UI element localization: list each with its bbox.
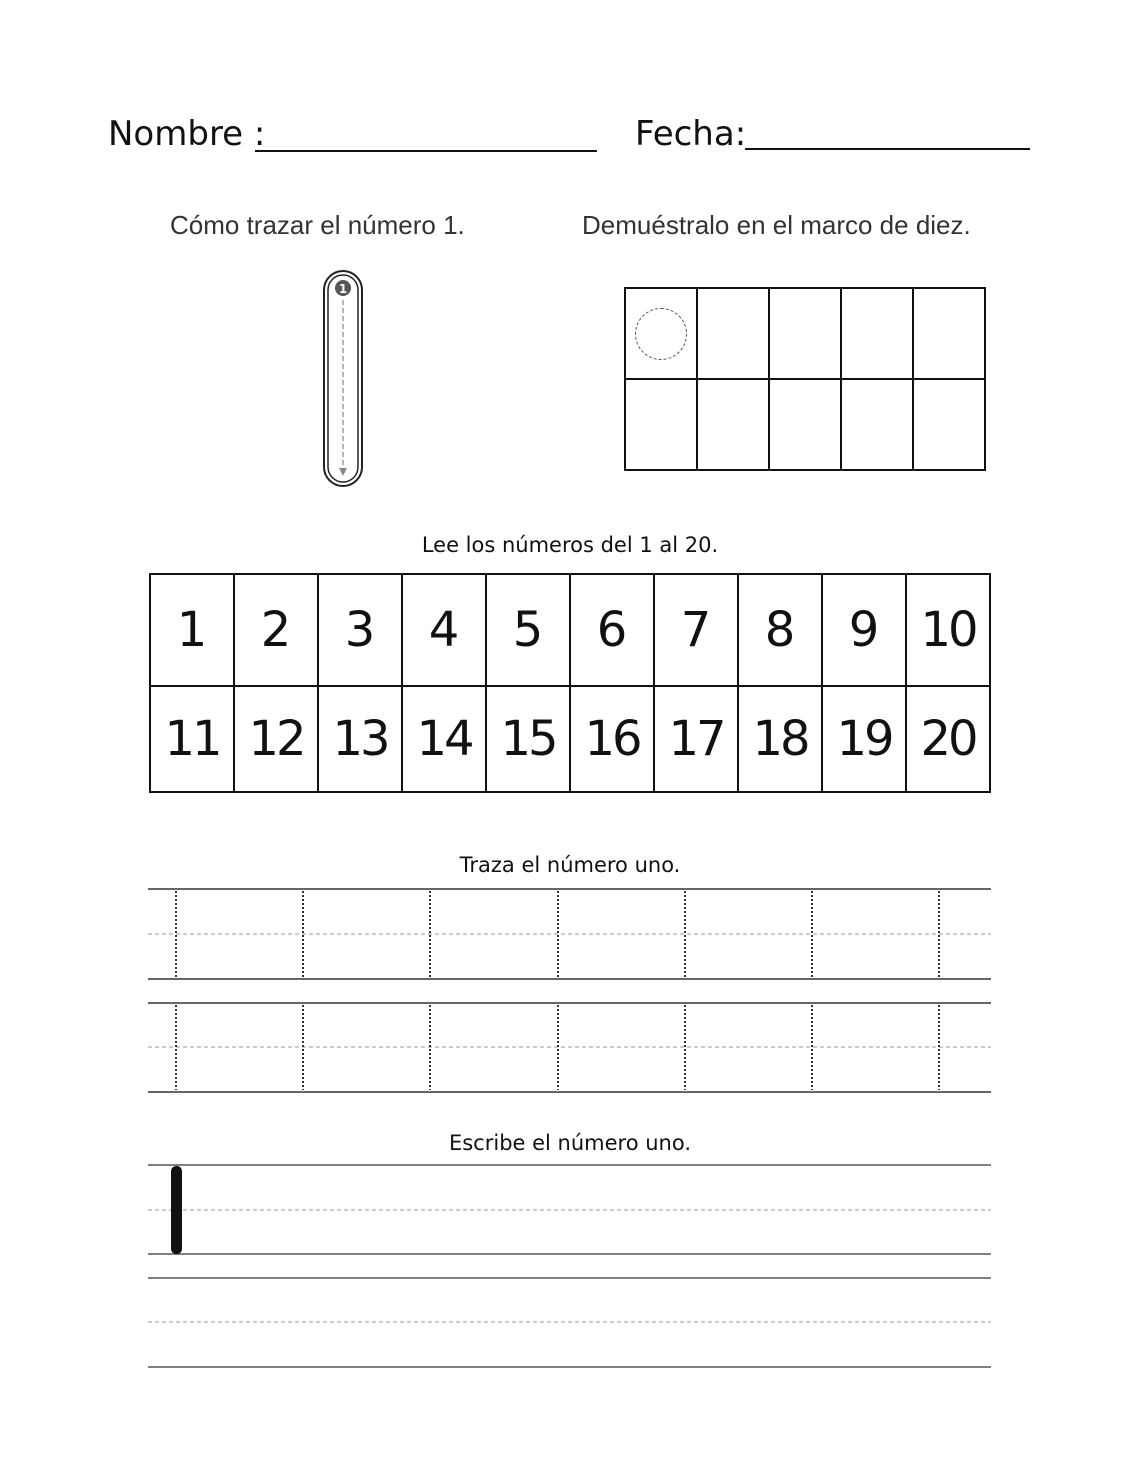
date-label: Fecha: — [635, 114, 747, 154]
number-cell: 13 — [318, 686, 402, 792]
writing-row-2 — [148, 1278, 991, 1367]
number-cell: 10 — [906, 574, 990, 686]
number-cell: 9 — [822, 574, 906, 686]
number-cell: 4 — [402, 574, 486, 686]
date-field[interactable] — [745, 148, 1030, 150]
number-cell: 2 — [234, 574, 318, 686]
ten-frame-cell[interactable] — [841, 288, 913, 379]
writing-title: Escribe el número uno. — [448, 1131, 692, 1155]
tracing-lines[interactable] — [148, 885, 991, 1097]
tracing-title: Traza el número uno. — [459, 853, 681, 877]
tracing-row-1 — [148, 889, 991, 979]
number-cell: 16 — [570, 686, 654, 792]
ten-frame-cell[interactable] — [769, 379, 841, 470]
ten-frame-cell[interactable] — [697, 379, 769, 470]
trace-guide-figure — [320, 268, 366, 490]
number-cell: 17 — [654, 686, 738, 792]
number-cell: 14 — [402, 686, 486, 792]
number-cell: 12 — [234, 686, 318, 792]
ten-frame-cell[interactable] — [697, 288, 769, 379]
number-chart-title: Lee los números del 1 al 20. — [421, 533, 719, 557]
number-cell: 15 — [486, 686, 570, 792]
writing-row-1 — [148, 1165, 991, 1254]
name-label: Nombre : — [108, 114, 266, 154]
number-cell: 1 — [150, 574, 234, 686]
number-cell: 18 — [738, 686, 822, 792]
number-cell: 5 — [486, 574, 570, 686]
ten-frame-cell[interactable] — [913, 379, 985, 470]
number-cell: 19 — [822, 686, 906, 792]
number-cell: 20 — [906, 686, 990, 792]
tracing-row-2 — [148, 1003, 991, 1092]
ten-frame-cell[interactable] — [625, 288, 697, 379]
ten-frame-cell[interactable] — [625, 379, 697, 470]
number-cell: 11 — [150, 686, 234, 792]
example-digit-one — [171, 1166, 182, 1254]
dashed-circle-icon — [635, 308, 687, 360]
writing-lines[interactable] — [148, 1160, 991, 1372]
number-cell: 3 — [318, 574, 402, 686]
number-chart — [149, 573, 991, 793]
ten-frame-cell[interactable] — [841, 379, 913, 470]
number-cell: 6 — [570, 574, 654, 686]
name-field[interactable] — [255, 150, 597, 152]
ten-frame-cell[interactable] — [913, 288, 985, 379]
step-number: 1 — [338, 282, 348, 296]
ten-frame — [624, 287, 986, 471]
number-cell: 8 — [738, 574, 822, 686]
arrow-down-icon — [339, 468, 347, 476]
ten-frame-cell[interactable] — [769, 288, 841, 379]
trace-guide-title: Cómo trazar el número 1. — [170, 210, 465, 240]
ten-frame-title: Demuéstralo en el marco de diez. — [582, 210, 971, 240]
number-cell: 7 — [654, 574, 738, 686]
